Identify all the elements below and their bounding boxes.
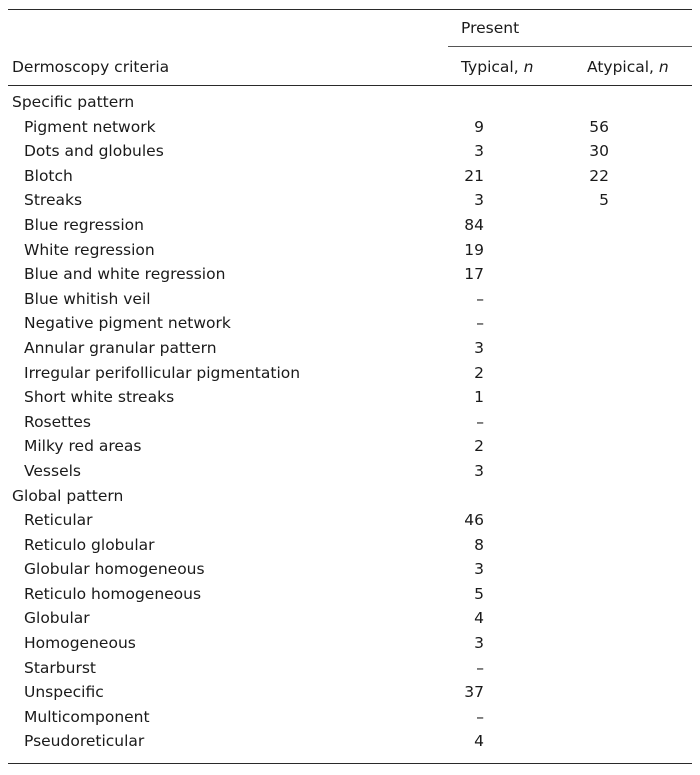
typical-count: 3 <box>474 338 484 357</box>
atypical-count: 5 <box>599 191 609 210</box>
section-label: Specific pattern <box>12 93 135 111</box>
criteria-label: Blotch <box>24 166 73 185</box>
atypical-count: 22 <box>589 166 609 185</box>
criteria-label: Streaks <box>24 191 83 210</box>
present-group-rule <box>448 46 692 47</box>
criteria-label: Blue regression <box>24 215 144 234</box>
table-row <box>0 192 700 217</box>
typical-count: 19 <box>464 240 484 259</box>
typical-count: 3 <box>474 142 484 161</box>
header-bottom-rule <box>8 85 692 86</box>
typical-count: 9 <box>474 117 484 136</box>
criteria-label: Rosettes <box>24 412 91 431</box>
typical-n-symbol: n <box>523 58 534 76</box>
criteria-label: Short white streaks <box>24 388 175 407</box>
criteria-label: Dots and globules <box>24 142 164 161</box>
table-row <box>0 315 700 340</box>
criteria-label: Reticulo homogeneous <box>24 584 202 603</box>
column-group-header-present: Present <box>461 19 520 37</box>
criteria-label: Pseudoreticular <box>24 732 145 751</box>
criteria-label: Homogeneous <box>24 634 136 653</box>
table-row <box>0 119 700 144</box>
table-row <box>0 709 700 734</box>
typical-count: 37 <box>464 683 484 702</box>
typical-count: 4 <box>474 732 484 751</box>
criteria-label: Vessels <box>24 461 82 480</box>
table-row <box>0 389 700 414</box>
typical-count: – <box>476 289 484 308</box>
typical-header-label: Typical, <box>461 58 524 76</box>
atypical-n-symbol: n <box>658 58 669 76</box>
typical-count: 3 <box>474 191 484 210</box>
atypical-header-label: Atypical, <box>587 58 659 76</box>
typical-count: 3 <box>474 461 484 480</box>
criteria-label: Annular granular pattern <box>24 338 217 357</box>
criteria-label: Pigment network <box>24 117 156 136</box>
column-header-criteria: Dermoscopy criteria <box>12 58 170 76</box>
criteria-label: Globular homogeneous <box>24 560 205 579</box>
table-row <box>0 242 700 267</box>
table-row <box>0 512 700 537</box>
table-row <box>0 365 700 390</box>
criteria-label: Negative pigment network <box>24 314 231 333</box>
table-row <box>0 733 700 758</box>
table-row <box>0 217 700 242</box>
table-row <box>0 586 700 611</box>
table-row <box>0 266 700 291</box>
typical-count: – <box>476 707 484 726</box>
table-row <box>0 684 700 709</box>
table-row <box>0 537 700 562</box>
typical-count: 1 <box>474 388 484 407</box>
typical-count: 84 <box>464 215 484 234</box>
table-row <box>0 168 700 193</box>
table-row <box>0 340 700 365</box>
typical-count: 46 <box>464 511 484 530</box>
typical-count: – <box>476 412 484 431</box>
table-row <box>0 610 700 635</box>
typical-count: – <box>476 658 484 677</box>
criteria-label: White regression <box>24 240 155 259</box>
criteria-label: Multicomponent <box>24 707 150 726</box>
section-label: Global pattern <box>12 486 124 505</box>
typical-count: 4 <box>474 609 484 628</box>
table-row <box>0 438 700 463</box>
criteria-label: Milky red areas <box>24 437 142 456</box>
column-header-atypical <box>587 60 669 76</box>
typical-count: 3 <box>474 634 484 653</box>
criteria-label: Blue whitish veil <box>24 289 151 308</box>
typical-count: – <box>476 314 484 333</box>
table-bottom-rule <box>8 763 692 764</box>
column-header-typical <box>461 60 533 76</box>
table-row <box>0 635 700 660</box>
typical-count: 21 <box>464 166 484 185</box>
atypical-count: 30 <box>589 142 609 161</box>
section-header-row <box>0 94 700 119</box>
typical-count: 8 <box>474 535 484 554</box>
criteria-label: Reticulo globular <box>24 535 155 554</box>
typical-count: 17 <box>464 265 484 284</box>
table-row <box>0 414 700 439</box>
typical-count: 2 <box>474 437 484 456</box>
criteria-label: Irregular perifollicular pigmentation <box>24 363 301 382</box>
table-body <box>0 94 700 758</box>
criteria-label: Starburst <box>24 658 96 677</box>
table-top-rule <box>8 9 692 10</box>
criteria-label: Globular <box>24 609 90 628</box>
section-header-row <box>0 488 700 513</box>
table-row <box>0 561 700 586</box>
criteria-label: Reticular <box>24 511 93 530</box>
table-row <box>0 660 700 685</box>
table-row <box>0 463 700 488</box>
typical-count: 3 <box>474 560 484 579</box>
table-row <box>0 291 700 316</box>
criteria-label: Blue and white regression <box>24 265 226 284</box>
table-row <box>0 143 700 168</box>
typical-count: 5 <box>474 584 484 603</box>
typical-count: 2 <box>474 363 484 382</box>
atypical-count: 56 <box>589 117 609 136</box>
criteria-label: Unspecific <box>24 683 104 702</box>
